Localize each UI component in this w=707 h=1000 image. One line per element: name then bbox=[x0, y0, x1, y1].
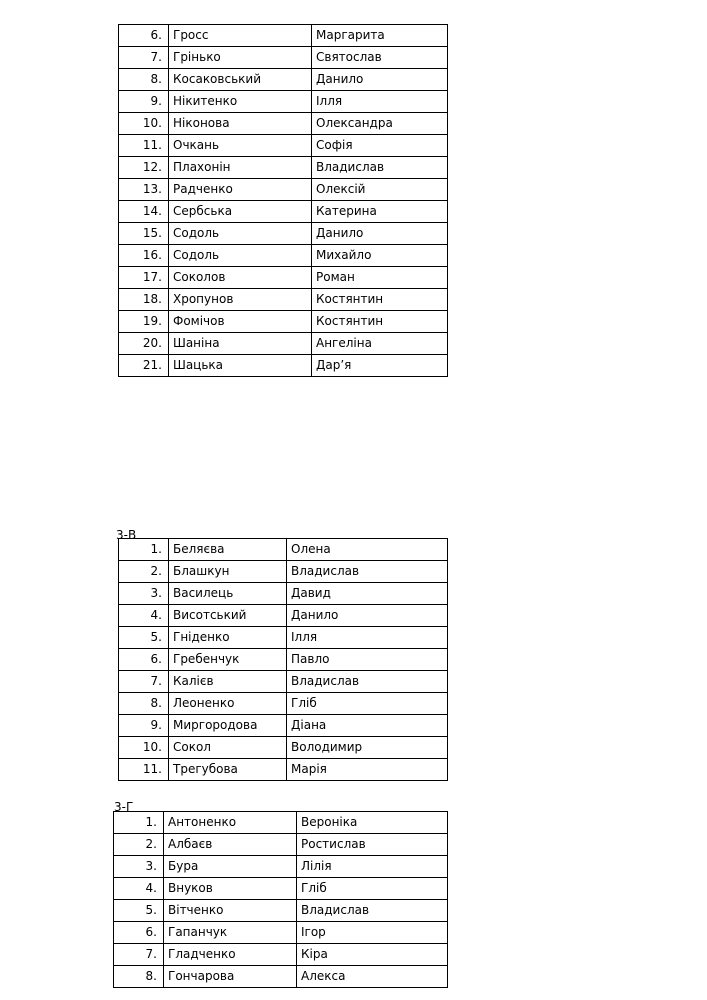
first-name-cell: Владислав bbox=[287, 671, 448, 693]
surname-cell: Внуков bbox=[164, 878, 297, 900]
row-number-cell: 17. bbox=[119, 267, 169, 289]
table-row bbox=[119, 113, 448, 135]
row-number-cell: 8. bbox=[119, 69, 169, 91]
table-row bbox=[119, 759, 448, 781]
surname-cell: Косаковський bbox=[169, 69, 312, 91]
row-number-cell: 7. bbox=[119, 47, 169, 69]
surname-cell: Гончарова bbox=[164, 966, 297, 988]
surname-cell: Ніконова bbox=[169, 113, 312, 135]
row-number-cell: 6. bbox=[114, 922, 164, 944]
surname-cell: Соколов bbox=[169, 267, 312, 289]
first-name-cell: Олексій bbox=[312, 179, 448, 201]
surname-cell: Албаєв bbox=[164, 834, 297, 856]
row-number-cell: 5. bbox=[119, 627, 169, 649]
table-row bbox=[114, 812, 448, 834]
first-name-cell: Данило bbox=[312, 223, 448, 245]
surname-cell: Беляєва bbox=[169, 539, 287, 561]
table-row bbox=[119, 605, 448, 627]
surname-cell: Грінько bbox=[169, 47, 312, 69]
row-number-cell: 10. bbox=[119, 113, 169, 135]
surname-cell: Блашкун bbox=[169, 561, 287, 583]
first-name-cell: Кіра bbox=[297, 944, 448, 966]
first-name-cell: Костянтин bbox=[312, 289, 448, 311]
row-number-cell: 9. bbox=[119, 91, 169, 113]
row-number-cell: 16. bbox=[119, 245, 169, 267]
surname-cell: Гапанчук bbox=[164, 922, 297, 944]
table-row bbox=[119, 715, 448, 737]
table-row bbox=[119, 91, 448, 113]
row-number-cell: 8. bbox=[114, 966, 164, 988]
first-name-cell: Володимир bbox=[287, 737, 448, 759]
first-name-cell: Роман bbox=[312, 267, 448, 289]
row-number-cell: 21. bbox=[119, 355, 169, 377]
first-name-cell: Алекса bbox=[297, 966, 448, 988]
first-name-cell: Ілля bbox=[287, 627, 448, 649]
table-row bbox=[119, 583, 448, 605]
first-name-cell: Марія bbox=[287, 759, 448, 781]
table-row bbox=[119, 135, 448, 157]
row-number-cell: 11. bbox=[119, 759, 169, 781]
surname-cell: Радченко bbox=[169, 179, 312, 201]
first-name-cell: Ілля bbox=[312, 91, 448, 113]
table-row bbox=[119, 649, 448, 671]
class-heading-3v: 3-В bbox=[116, 528, 137, 542]
row-number-cell: 13. bbox=[119, 179, 169, 201]
surname-cell: Трегубова bbox=[169, 759, 287, 781]
table-row bbox=[119, 157, 448, 179]
table-row bbox=[119, 201, 448, 223]
table-row bbox=[119, 289, 448, 311]
first-name-cell: Ігор bbox=[297, 922, 448, 944]
student-table-3v bbox=[118, 538, 448, 781]
table-row bbox=[114, 856, 448, 878]
surname-cell: Калієв bbox=[169, 671, 287, 693]
row-number-cell: 8. bbox=[119, 693, 169, 715]
surname-cell: Сокол bbox=[169, 737, 287, 759]
first-name-cell: Лілія bbox=[297, 856, 448, 878]
table-row bbox=[119, 267, 448, 289]
row-number-cell: 2. bbox=[114, 834, 164, 856]
row-number-cell: 5. bbox=[114, 900, 164, 922]
first-name-cell: Данило bbox=[312, 69, 448, 91]
table-row bbox=[119, 47, 448, 69]
row-number-cell: 2. bbox=[119, 561, 169, 583]
surname-cell: Содоль bbox=[169, 245, 312, 267]
first-name-cell: Данило bbox=[287, 605, 448, 627]
first-name-cell: Владислав bbox=[312, 157, 448, 179]
surname-cell: Василець bbox=[169, 583, 287, 605]
surname-cell: Леоненко bbox=[169, 693, 287, 715]
table-body bbox=[119, 25, 448, 377]
table-row bbox=[119, 737, 448, 759]
surname-cell: Фомічов bbox=[169, 311, 312, 333]
student-table-continued bbox=[118, 24, 448, 377]
table-row bbox=[119, 355, 448, 377]
first-name-cell: Олена bbox=[287, 539, 448, 561]
first-name-cell: Костянтин bbox=[312, 311, 448, 333]
surname-cell: Шацька bbox=[169, 355, 312, 377]
table-row bbox=[114, 966, 448, 988]
first-name-cell: Владислав bbox=[287, 561, 448, 583]
table-body bbox=[119, 539, 448, 781]
table-row bbox=[119, 179, 448, 201]
table-row bbox=[114, 900, 448, 922]
table-row bbox=[119, 671, 448, 693]
class-heading-3g: 3-Г bbox=[114, 800, 134, 814]
row-number-cell: 12. bbox=[119, 157, 169, 179]
surname-cell: Гребенчук bbox=[169, 649, 287, 671]
table-row bbox=[119, 25, 448, 47]
first-name-cell: Ангеліна bbox=[312, 333, 448, 355]
surname-cell: Гладченко bbox=[164, 944, 297, 966]
row-number-cell: 4. bbox=[119, 605, 169, 627]
table-row bbox=[114, 878, 448, 900]
first-name-cell: Михайло bbox=[312, 245, 448, 267]
first-name-cell: Діана bbox=[287, 715, 448, 737]
table-row bbox=[119, 69, 448, 91]
first-name-cell: Маргарита bbox=[312, 25, 448, 47]
surname-cell: Очкань bbox=[169, 135, 312, 157]
first-name-cell: Гліб bbox=[287, 693, 448, 715]
surname-cell: Миргородова bbox=[169, 715, 287, 737]
table-row bbox=[114, 944, 448, 966]
surname-cell: Плахонін bbox=[169, 157, 312, 179]
surname-cell: Нікитенко bbox=[169, 91, 312, 113]
table-row bbox=[119, 245, 448, 267]
first-name-cell: Дар’я bbox=[312, 355, 448, 377]
surname-cell: Бура bbox=[164, 856, 297, 878]
row-number-cell: 14. bbox=[119, 201, 169, 223]
table-body bbox=[114, 812, 448, 988]
row-number-cell: 3. bbox=[114, 856, 164, 878]
row-number-cell: 4. bbox=[114, 878, 164, 900]
table-row bbox=[119, 693, 448, 715]
first-name-cell: Святослав bbox=[312, 47, 448, 69]
row-number-cell: 19. bbox=[119, 311, 169, 333]
surname-cell: Гніденко bbox=[169, 627, 287, 649]
row-number-cell: 6. bbox=[119, 25, 169, 47]
surname-cell: Вітченко bbox=[164, 900, 297, 922]
row-number-cell: 3. bbox=[119, 583, 169, 605]
row-number-cell: 7. bbox=[114, 944, 164, 966]
first-name-cell: Вероніка bbox=[297, 812, 448, 834]
first-name-cell: Катерина bbox=[312, 201, 448, 223]
row-number-cell: 1. bbox=[114, 812, 164, 834]
table-row bbox=[119, 333, 448, 355]
table-row bbox=[119, 311, 448, 333]
row-number-cell: 20. bbox=[119, 333, 169, 355]
student-table-3g bbox=[113, 811, 448, 988]
row-number-cell: 6. bbox=[119, 649, 169, 671]
surname-cell: Антоненко bbox=[164, 812, 297, 834]
first-name-cell: Давид bbox=[287, 583, 448, 605]
first-name-cell: Софія bbox=[312, 135, 448, 157]
row-number-cell: 7. bbox=[119, 671, 169, 693]
surname-cell: Хропунов bbox=[169, 289, 312, 311]
row-number-cell: 15. bbox=[119, 223, 169, 245]
row-number-cell: 10. bbox=[119, 737, 169, 759]
first-name-cell: Павло bbox=[287, 649, 448, 671]
row-number-cell: 9. bbox=[119, 715, 169, 737]
table-row bbox=[119, 561, 448, 583]
table-row bbox=[114, 834, 448, 856]
table-row bbox=[114, 922, 448, 944]
row-number-cell: 11. bbox=[119, 135, 169, 157]
surname-cell: Сербська bbox=[169, 201, 312, 223]
surname-cell: Гросс bbox=[169, 25, 312, 47]
first-name-cell: Гліб bbox=[297, 878, 448, 900]
surname-cell: Висотський bbox=[169, 605, 287, 627]
first-name-cell: Олександра bbox=[312, 113, 448, 135]
row-number-cell: 1. bbox=[119, 539, 169, 561]
table-row bbox=[119, 223, 448, 245]
first-name-cell: Ростислав bbox=[297, 834, 448, 856]
first-name-cell: Владислав bbox=[297, 900, 448, 922]
surname-cell: Шаніна bbox=[169, 333, 312, 355]
row-number-cell: 18. bbox=[119, 289, 169, 311]
table-row bbox=[119, 627, 448, 649]
table-row bbox=[119, 539, 448, 561]
surname-cell: Содоль bbox=[169, 223, 312, 245]
